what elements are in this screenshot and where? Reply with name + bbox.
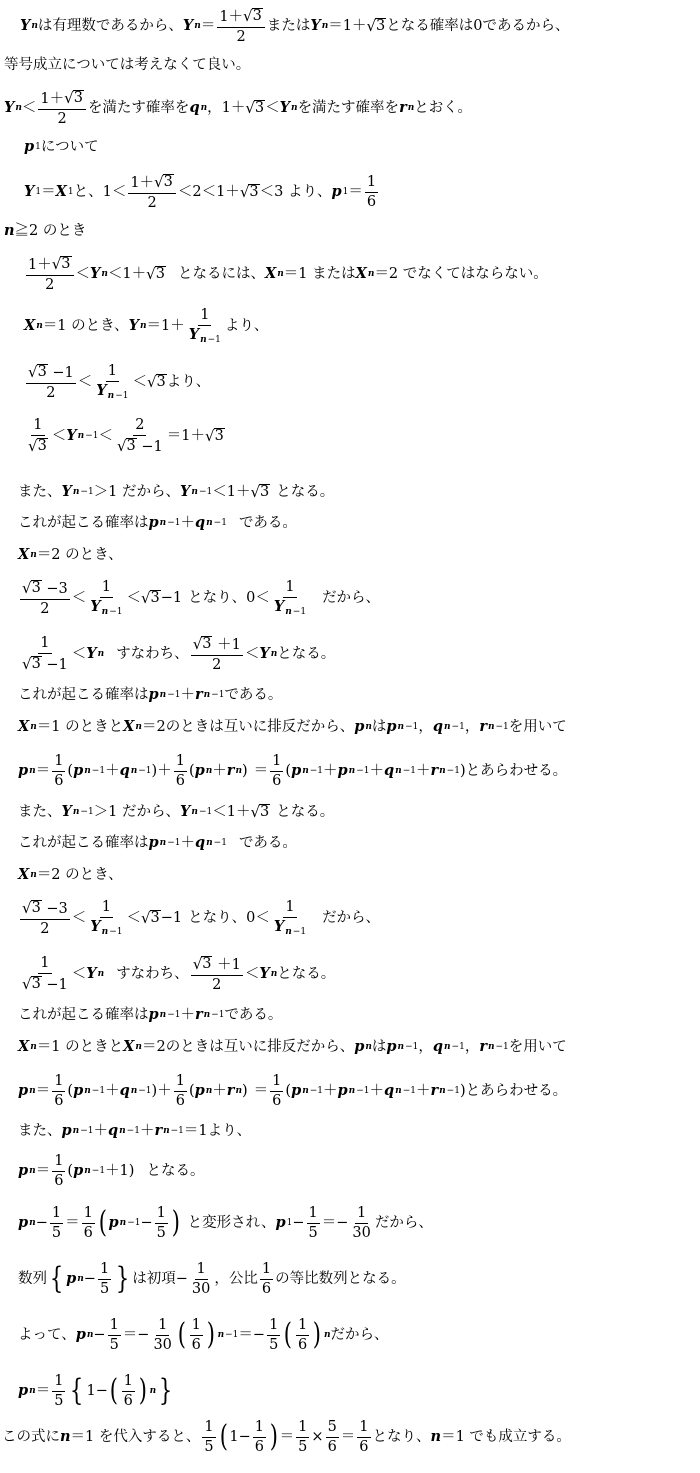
document-line-20: これが起こる確率は p n −1 ＋ q n −1 である。 <box>18 834 297 851</box>
document-line-27: また、 p n −1 ＋ q n −1 ＋ r n −1 ＝1より、 <box>18 1122 252 1139</box>
document-line-17: X n ＝1 のときと X n ＝2のときは互いに排反だから、 p n は p n −1 ， q n −1 ， r n −1 を用いて <box>18 718 567 735</box>
document-line-12: これが起こる確率は p n −1 ＋ q n −1 である。 <box>18 514 297 531</box>
document-line-2: 等号成立については考えなくて良い。 <box>4 57 251 73</box>
document-line-15: 1 √ 3 −1 ＜ Y n すなわち、 √ 3 ＋1 2 ＜ Y n となる。 <box>22 635 336 673</box>
document-line-6: n ≧2 のとき <box>4 222 87 239</box>
document-line-25: X n ＝1 のときと X n ＝2のときは互いに排反だから、 p n は p n −1 ， q n −1 ， r n −1 を用いて <box>18 1038 567 1055</box>
document-line-10: 1 √ 3 ＜ Y n −1 ＜ 2 √ 3 −1 ＝1＋ √ 3 <box>28 417 224 455</box>
document-line-19: また、 Y n −1 ＞1 だから、 Y n −1 ＜1＋ √ 3 となる。 <box>18 802 335 822</box>
document-line-1: Y n は有理数であるから、 Y n ＝ 1＋ √ 3 2 または Y n ＝1＋ √ 3 となる確率は0であるから、 <box>20 7 570 45</box>
document-line-28: p n ＝ $\frac{1}{6}$ ( p n −1 ＋1) となる。 <box>18 1153 205 1189</box>
document-line-4: p 1 について <box>24 138 99 155</box>
document-line-22: √ 3 −3 2 ＜ $\frac{1}{Y_{n-1}}$ ＜ √ 3 −1 となり、0＜ $\frac{1}{Y_{n-1}}$ だから、 <box>22 899 381 937</box>
document-line-29: p n − $\frac{1}{5}$ ＝ $\frac{1}{6}$ ( p n −1 − $\frac{1}{5}$ ) と変形され、 p 1 − $\frac{1}{5}$ ＝− $\frac{1}{30}$ だから、 <box>18 1205 433 1241</box>
document-line-3: Y n ＜ 1＋ √ 3 2 を満たす確率を q n ，1＋ √ 3 ＜ Y n を満たす確率を r n とおく。 <box>4 89 472 127</box>
document-line-26: p n ＝ $\frac{1}{6}$ ( p n −1 ＋ q n −1 )＋ $\frac{1}{6}$ ( p n ＋ r n ) ＝ $\frac{1}{6}$ ( p n −1 ＋ p n −1 ＋ q n −1 ＋ r n −1 )とあらわせる。 <box>18 1073 568 1109</box>
document-line-8: X n ＝1 のとき、 Y n ＝1＋ $\frac{1}{Y_{n-1}}$ より、 <box>24 307 269 345</box>
document-line-9: √ 3 −1 2 ＜ $\frac{1}{Y_{n-1}}$ ＜ √ 3 より、 <box>28 363 211 401</box>
document-line-33: この式に n ＝1 を代入すると、 $\frac{1}{5}$ ( 1− $\frac{1}{6}$ ) ＝ $\frac{1}{5}$ × $\frac{5}{6}$ ＝ $\frac{1}{6}$ となり、 n ＝1 でも成立する。 <box>2 1419 571 1455</box>
document-line-30: 数列 { p n − $\frac{1}{5}$ } は初項− $\frac{1}{30}$ ，公比 $\frac{1}{6}$ の等比数列となる。 <box>18 1261 406 1297</box>
document-line-7: 1＋ √ 3 2 ＜ Y n ＜1＋ √ 3 となるには、 X n ＝1 または X n ＝2 でなくてはならない。 <box>28 255 548 293</box>
document-line-5: Y 1 ＝ X 1 と、1＜ 1＋ √ 3 2 ＜2＜1＋ √ 3 ＜3 より、 p 1 ＝ $\frac{1}{6}$ <box>24 173 377 211</box>
document-line-13: X n ＝2 のとき、 <box>18 546 123 563</box>
document-line-31: よって、 p n − $\frac{1}{5}$ ＝− $\frac{1}{30}$ ( $\frac{1}{6}$ ) n −1 ＝− $\frac{1}{5}$ ( $\frac{1}{6}$ ) n だから、 <box>18 1317 389 1353</box>
document-line-32: p n ＝ $\frac{1}{5}$ { 1− ( $\frac{1}{6}$ ) n } <box>18 1373 173 1409</box>
document-line-16: これが起こる確率は p n −1 ＋ r n −1 である。 <box>18 686 283 703</box>
document-line-24: これが起こる確率は p n −1 ＋ r n −1 である。 <box>18 1006 283 1023</box>
document-line-11: また、 Y n −1 ＞1 だから、 Y n −1 ＜1＋ √ 3 となる。 <box>18 482 335 502</box>
document-line-21: X n ＝2 のとき、 <box>18 866 123 883</box>
document-line-18: p n ＝ $\frac{1}{6}$ ( p n −1 ＋ q n −1 )＋ $\frac{1}{6}$ ( p n ＋ r n ) ＝ $\frac{1}{6}$ ( p n −1 ＋ p n −1 ＋ q n −1 ＋ r n −1 )とあらわせる。 <box>18 753 568 789</box>
document-line-14: √ 3 −3 2 ＜ $\frac{1}{Y_{n-1}}$ ＜ √ 3 −1 となり、0＜ $\frac{1}{Y_{n-1}}$ だから、 <box>22 579 381 617</box>
document-line-23: 1 √ 3 −1 ＜ Y n すなわち、 √ 3 ＋1 2 ＜ Y n となる。 <box>22 955 336 993</box>
